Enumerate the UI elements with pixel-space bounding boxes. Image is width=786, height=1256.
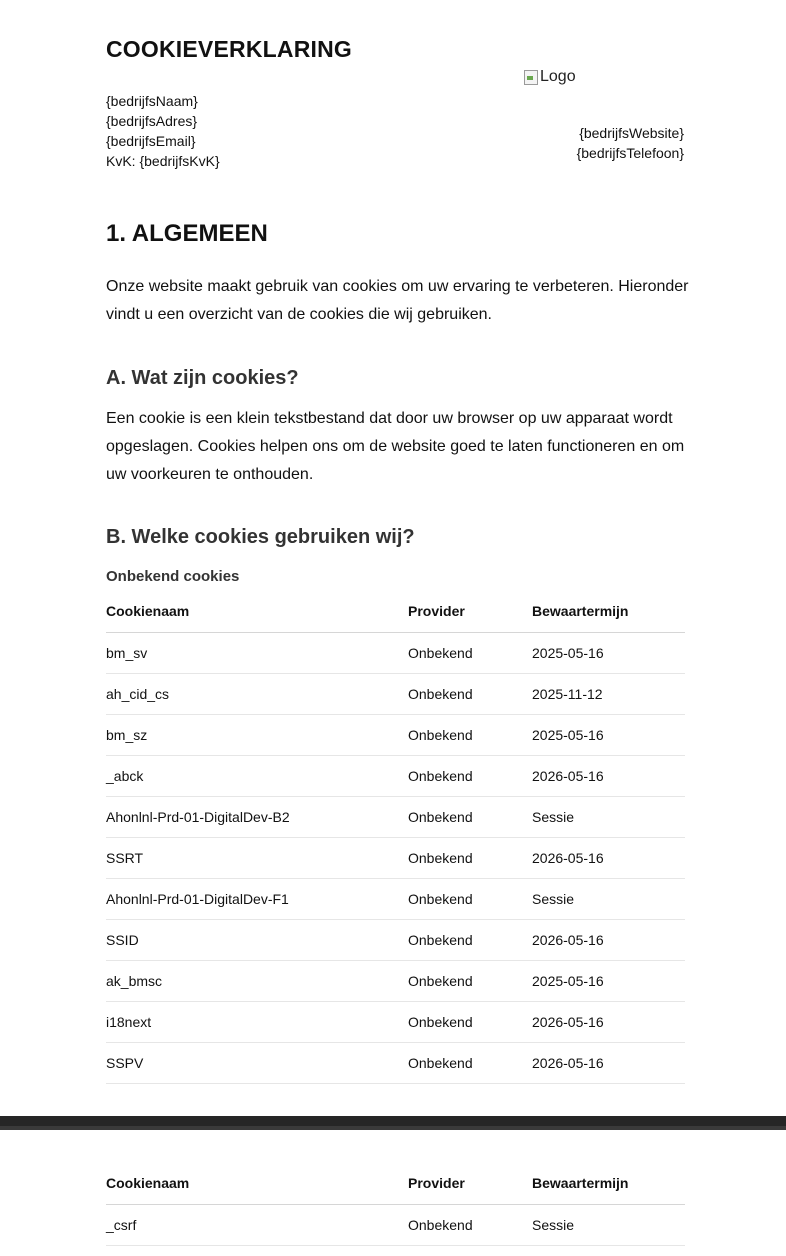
cookie-retention: Sessie	[532, 878, 685, 919]
column-header-provider: Provider	[408, 1163, 532, 1204]
cookie-provider: Onbekend	[408, 1001, 532, 1042]
table-row	[106, 1042, 685, 1083]
cookie-provider: Onbekend	[408, 1042, 532, 1083]
cookie-name: _abck	[106, 755, 408, 796]
cookie-provider: Onbekend	[408, 837, 532, 878]
cookie-retention: 2026-05-16	[532, 837, 685, 878]
cookie-table	[106, 591, 685, 1084]
table-row	[106, 632, 685, 673]
cookie-name: SSPV	[106, 1042, 408, 1083]
column-header-provider: Provider	[408, 591, 532, 632]
table-row	[106, 1001, 685, 1042]
table-row	[106, 714, 685, 755]
table-row	[106, 878, 685, 919]
cookie-retention: 2025-05-16	[532, 714, 685, 755]
table-row	[106, 755, 685, 796]
cookie-name: bm_sz	[106, 714, 408, 755]
cookie-provider: Onbekend	[408, 960, 532, 1001]
column-header-bewaartermijn: Bewaartermijn	[532, 1163, 685, 1204]
cookie-retention: 2026-05-16	[532, 1001, 685, 1042]
cookie-name: ah_cid_cs	[106, 673, 408, 714]
cookie-definition-paragraph: Een cookie is een klein tekstbestand dat door uw browser op uw apparaat wordt opgeslagen. Cookies helpen ons om de website goed te laten functioneren en om uw voorkeuren te onthouden.	[106, 410, 685, 483]
cookie-name: _csrf	[106, 1204, 408, 1245]
table-row	[106, 1204, 685, 1245]
cookie-retention: 2026-05-16	[532, 755, 685, 796]
cookie-name: Ahonlnl-Prd-01-DigitalDev-B2	[106, 796, 408, 837]
section-heading-algemeen: 1. ALGEMEEN	[106, 220, 268, 247]
cookie-retention: 2025-05-16	[532, 632, 685, 673]
cookie-category-title: Onbekend cookies	[106, 568, 240, 585]
company-phone: {bedrijfsTelefoon}	[576, 145, 684, 161]
company-email: {bedrijfsEmail}	[106, 133, 196, 149]
column-header-cookienaam: Cookienaam	[106, 1163, 408, 1204]
cookie-name: i18next	[106, 1001, 408, 1042]
company-logo	[523, 66, 576, 88]
logo-alt-text: Logo	[540, 68, 576, 85]
cookie-retention: Sessie	[532, 1204, 685, 1245]
table-row	[106, 837, 685, 878]
subheading-which-cookies: B. Welke cookies gebruiken wij?	[106, 526, 415, 548]
table-header-row	[106, 1163, 685, 1204]
cookie-retention: 2026-05-16	[532, 1042, 685, 1083]
company-website: {bedrijfsWebsite}	[579, 125, 684, 141]
cookie-retention: 2026-05-16	[532, 919, 685, 960]
table-row	[106, 919, 685, 960]
company-details	[106, 91, 220, 171]
cookie-provider: Onbekend	[408, 1204, 532, 1245]
subheading-what-are-cookies: A. Wat zijn cookies?	[106, 367, 299, 389]
cookie-retention: Sessie	[532, 796, 685, 837]
cookie-name: Ahonlnl-Prd-01-DigitalDev-F1	[106, 878, 408, 919]
cookie-provider: Onbekend	[408, 796, 532, 837]
company-contact	[577, 123, 684, 163]
column-header-cookienaam: Cookienaam	[106, 591, 408, 632]
column-header-bewaartermijn: Bewaartermijn	[532, 591, 685, 632]
cookie-name: SSRT	[106, 837, 408, 878]
broken-image-icon	[523, 69, 539, 85]
company-address: {bedrijfsAdres}	[106, 113, 198, 129]
company-kvk: KvK: {bedrijfsKvK}	[106, 153, 220, 169]
table-row	[106, 796, 685, 837]
cookie-provider: Onbekend	[408, 632, 532, 673]
cookie-name: SSID	[106, 919, 408, 960]
cookie-provider: Onbekend	[408, 755, 532, 796]
company-name: {bedrijfsNaam}	[106, 93, 198, 109]
cookie-provider: Onbekend	[408, 714, 532, 755]
cookie-name: ak_bmsc	[106, 960, 408, 1001]
table-row	[106, 673, 685, 714]
cookie-table-continued	[106, 1163, 685, 1246]
table-row	[106, 960, 685, 1001]
cookie-retention: 2025-11-12	[532, 673, 685, 714]
document-title: COOKIEVERKLARING	[106, 36, 352, 62]
cookie-provider: Onbekend	[408, 919, 532, 960]
page-break-divider	[0, 1116, 786, 1130]
cookie-retention: 2025-05-16	[532, 960, 685, 1001]
cookie-provider: Onbekend	[408, 878, 532, 919]
cookie-provider: Onbekend	[408, 673, 532, 714]
intro-paragraph: Onze website maakt gebruik van cookies om uw ervaring te verbeteren. Hieronder vindt u een overzicht van de cookies die wij gebruiken.	[106, 278, 689, 323]
cookie-name: bm_sv	[106, 632, 408, 673]
table-header-row	[106, 591, 685, 632]
